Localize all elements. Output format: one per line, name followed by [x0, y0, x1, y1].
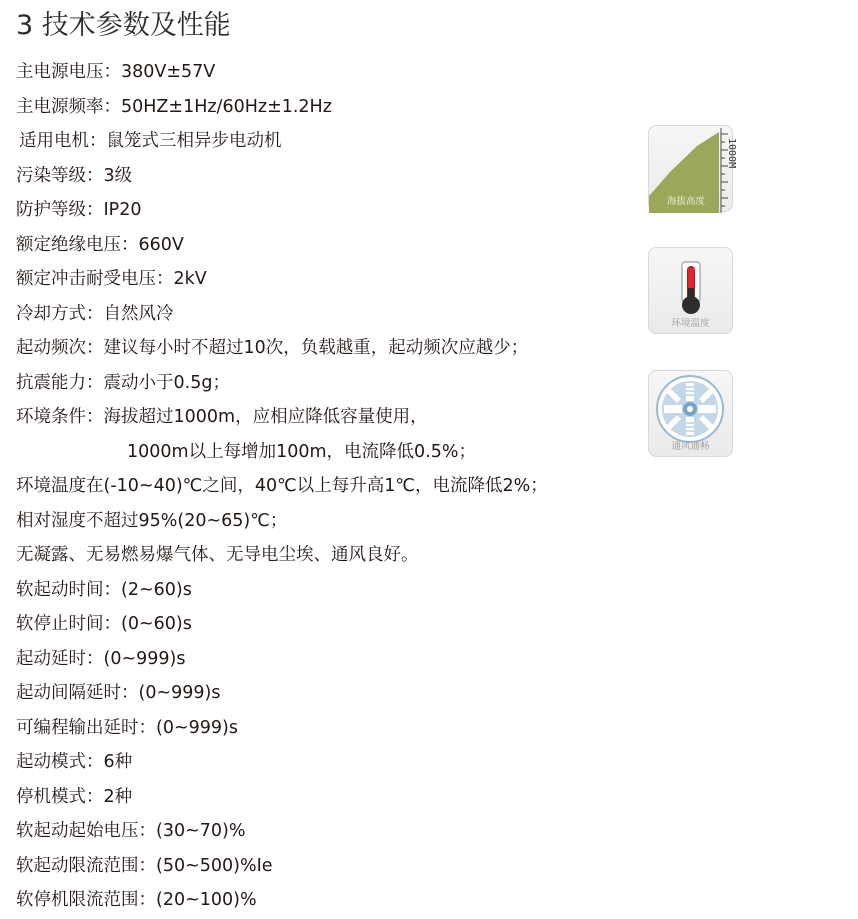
spec-line: 适用电机：鼠笼式三相异步电动机	[19, 131, 282, 151]
altitude-scale-label: 1000M	[726, 138, 737, 169]
spec-line: 主电源频率：50HZ±1Hz/60Hz±1.2Hz	[16, 96, 332, 117]
spec-line: 软停止时间：(0~60)s	[16, 614, 192, 634]
spec-line: 冷却方式：自然风冷	[16, 303, 174, 324]
spec-line: 无凝露、无易燃易爆气体、无导电尘埃、通风良好。	[16, 545, 419, 565]
spec-line: 起动频次：建议每小时不超过10次，负载越重，起动频次应越少；	[16, 338, 529, 358]
spec-line: 防护等级：IP20	[16, 200, 142, 220]
ventilation-card	[648, 370, 733, 457]
altitude-caption: 海拔高度	[667, 196, 706, 207]
spec-line: 污染等级：3级	[16, 165, 133, 186]
spec-line: 软停机限流范围：(20~100)%	[16, 890, 257, 910]
temperature-card	[648, 247, 733, 334]
altitude-card	[648, 125, 737, 212]
ventilation-caption: 通风通畅	[671, 441, 710, 452]
spec-line: 额定冲击耐受电压：2kV	[16, 269, 207, 289]
spec-line: 起动延时：(0~999)s	[16, 648, 186, 669]
section-title: 3 技术参数及性能	[16, 10, 231, 41]
spec-line: 抗震能力：震动小于0.5g；	[16, 372, 230, 393]
spec-line: 环境温度在(-10~40)℃之间，40℃以上每升高1℃，电流降低2%；	[16, 476, 548, 496]
spec-list	[16, 55, 636, 918]
spec-line: 主电源电压：380V±57V	[16, 62, 216, 82]
spec-line: 软起动限流范围：(50~500)%Ie	[16, 855, 273, 876]
spec-line: 可编程输出延时：(0~999)s	[16, 717, 238, 738]
spec-line: 额定绝缘电压：660V	[16, 234, 184, 255]
spec-line: 软起动起始电压：(30~70)%	[16, 821, 246, 841]
spec-line: 停机模式：2种	[16, 786, 133, 807]
spec-line: 1000m以上每增加100m，电流降低0.5%；	[127, 441, 476, 462]
spec-line: 软起动时间：(2~60)s	[16, 579, 192, 600]
spec-line: 环境条件：海拔超过1000m，应相应降低容量使用，	[16, 407, 428, 427]
spec-line: 相对湿度不超过95%(20~65)℃；	[16, 510, 288, 531]
spec-line: 起动间隔延时：(0~999)s	[16, 683, 221, 703]
temperature-caption: 环境温度	[671, 318, 710, 329]
spec-line: 起动模式：6种	[16, 752, 133, 772]
